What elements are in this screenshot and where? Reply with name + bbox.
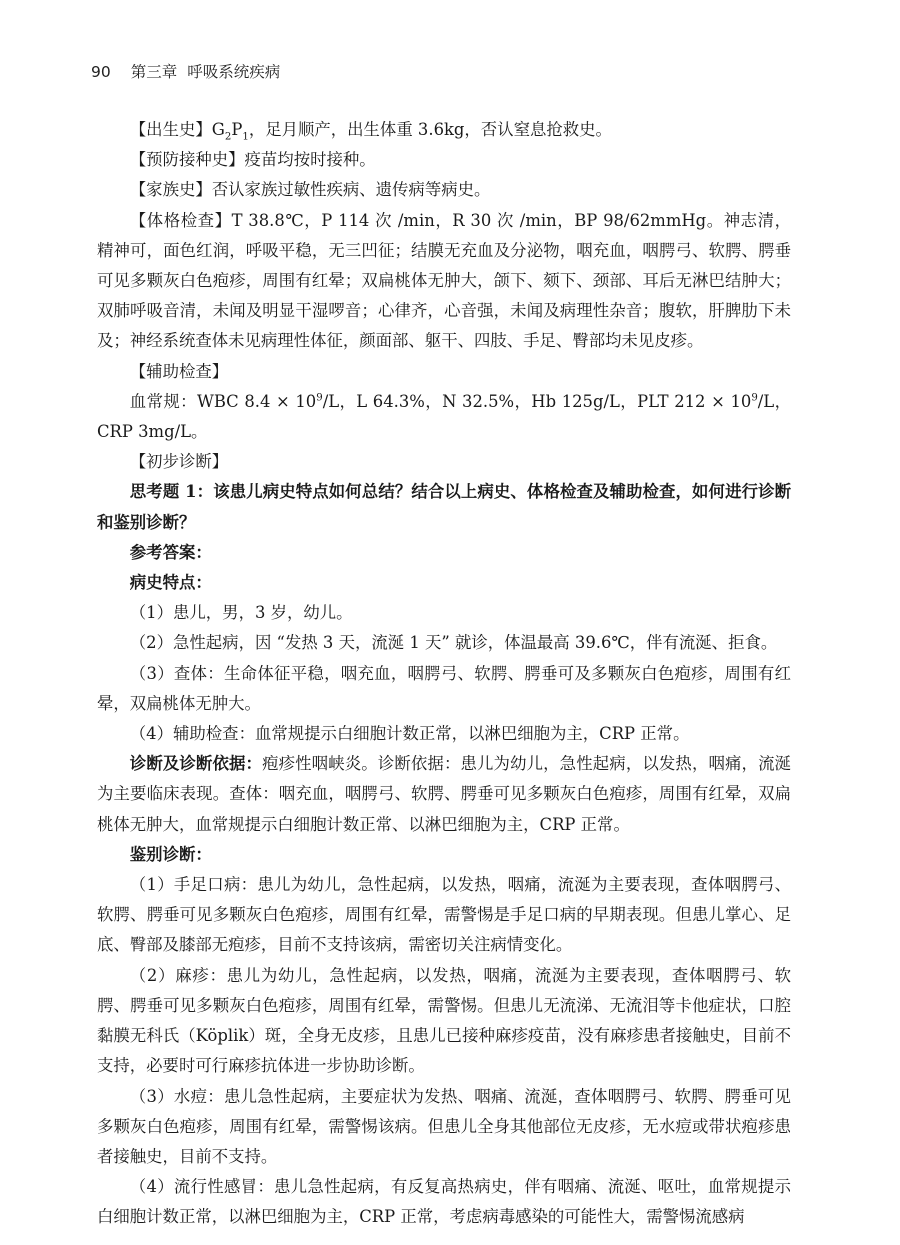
differential-item: （1）手足口病：患儿为幼儿，急性起病，以发热，咽痛，流涎为主要表现，查体咽腭弓、软腭、腭垂可见多颗灰白色疱疹，周围有红晕，需警惕是手足口病的早期表现。但患儿掌心、足底、臀部及膝部无疱疹，目前不支持该病，需密切关注病情变化。: [97, 875, 791, 955]
blood-routine-text-c: /L，CRP 3mg/L。: [97, 391, 791, 442]
birth-history-text: ，足月顺产，出生体重 3.6kg，否认窒息抢救史。: [248, 120, 612, 139]
differential-diagnosis-heading: 鉴别诊断：: [129, 844, 212, 864]
physical-exam-label: 【体格检查】: [129, 210, 232, 230]
blood-routine-paragraph: [97, 387, 791, 447]
diagnosis-paragraph: [97, 749, 791, 840]
page-body: [97, 115, 791, 1233]
page-number: 90: [91, 63, 111, 81]
gravida-letter: G: [211, 120, 225, 139]
chapter-title: 呼吸系统疾病: [187, 63, 281, 81]
history-feature-item: （3）查体：生命体征平稳，咽充血，咽腭弓、软腭、腭垂可及多颗灰白色疱疹，周围有红晕，双扁桃体无肿大。: [97, 663, 791, 713]
family-history-label: 【家族史】: [129, 180, 212, 200]
history-feature-item: （2）急性起病，因 “发热 3 天，流涎 1 天” 就诊，体温最高 39.6℃，伴有流涎、拒食。: [129, 633, 778, 653]
history-feature-item: （1）患儿，男，3 岁，幼儿。: [129, 603, 353, 623]
history-features-heading: 病史特点：: [129, 573, 212, 593]
physical-exam-text: T 38.8℃，P 114 次 /min，R 30 次 /min，BP 98/62mmHg。神志清，精神可，面色红润，呼吸平稳，无三凹征；结膜无充血及分泌物，咽充血，咽腭弓、软腭、腭垂可见多颗灰白色疱疹，周围有红晕；双扁桃体无肿大，颌下、颏下、颈部、耳后无淋巴结肿大；双肺呼吸音清，未闻及明显干湿啰音；心律齐，心音强，未闻及病理性杂音；腹软，肝脾肋下未及；神经系统查体未见病理性体征，颜面部、躯干、四肢、手足、臀部均未见皮疹。: [97, 210, 792, 351]
wbc-exponent: 9: [316, 392, 323, 404]
vaccination-history-text: 疫苗均按时接种。: [244, 150, 376, 170]
para-count: 1: [242, 131, 249, 143]
family-history-paragraph: [97, 175, 791, 205]
physical-exam-paragraph: [97, 206, 791, 357]
running-header: [91, 60, 280, 82]
vaccination-history-paragraph: [97, 145, 791, 175]
answer-heading: 参考答案：: [129, 542, 212, 562]
blood-routine-text-a: 血常规：WBC 8.4 × 10: [129, 391, 317, 411]
birth-history-paragraph: [97, 115, 791, 145]
diagnosis-label: 诊断及诊断依据：: [129, 754, 263, 774]
diagnosis-text: 疱疹性咽峡炎。诊断依据：患儿为幼儿，急性起病，以发热，咽痛，流涎为主要临床表现。查体：咽充血，咽腭弓、软腭、腭垂可见多颗灰白色疱疹，周围有红晕，双扁桃体无肿大，血常规提示白细胞计数正常、以淋巴细胞为主，CRP 正常。: [97, 754, 792, 834]
differential-item: （2）麻疹：患儿为幼儿，急性起病，以发热，咽痛，流涎为主要表现，查体咽腭弓、软腭、腭垂可见多颗灰白色疱疹，周围有红晕，需警惕。但患儿无流涕、无流泪等卡他症状，口腔黏膜无科氏（Köplik）斑，全身无皮疹，且患儿已接种麻疹疫苗，没有麻疹患者接触史，目前不支持，必要时可行麻疹抗体进一步协助诊断。: [97, 965, 791, 1076]
plt-exponent: 9: [751, 392, 758, 404]
family-history-text: 否认家族过敏性疾病、遗传病等病史。: [211, 180, 491, 200]
differential-item: （3）水痘：患儿急性起病，主要症状为发热、咽痛、流涎，查体咽腭弓、软腭、腭垂可见多颗灰白色疱疹，周围有红晕，需警惕该病。但患儿全身其他部位无皮疹，无水痘或带状疱疹患者接触史，目前不支持。: [97, 1086, 791, 1166]
auxiliary-exam-heading: 【辅助检查】: [129, 361, 229, 381]
vaccination-history-label: 【预防接种史】: [129, 150, 245, 170]
chapter-number: 第三章: [130, 63, 178, 81]
blood-routine-text-b: /L，L 64.3%，N 32.5%，Hb 125g/L，PLT 212 × 10: [322, 391, 752, 411]
question-1: 思考题 1：该患儿病史特点如何总结？结合以上病史、体格检查及辅助检查，如何进行诊断和鉴别诊断？: [97, 482, 791, 532]
history-feature-item: （4）辅助检查：血常规提示白细胞计数正常，以淋巴细胞为主，CRP 正常。: [129, 724, 690, 744]
differential-item: （4）流行性感冒：患儿急性起病，有反复高热病史，伴有咽痛、流涎、呕吐，血常规提示白细胞计数正常，以淋巴细胞为主，CRP 正常，考虑病毒感染的可能性大，需警惕流感病: [97, 1177, 791, 1227]
para-letter: P: [231, 120, 243, 139]
gravida-count: 2: [224, 131, 232, 143]
birth-history-label: 【出生史】: [129, 120, 212, 139]
preliminary-diagnosis-heading: 【初步诊断】: [129, 452, 229, 472]
